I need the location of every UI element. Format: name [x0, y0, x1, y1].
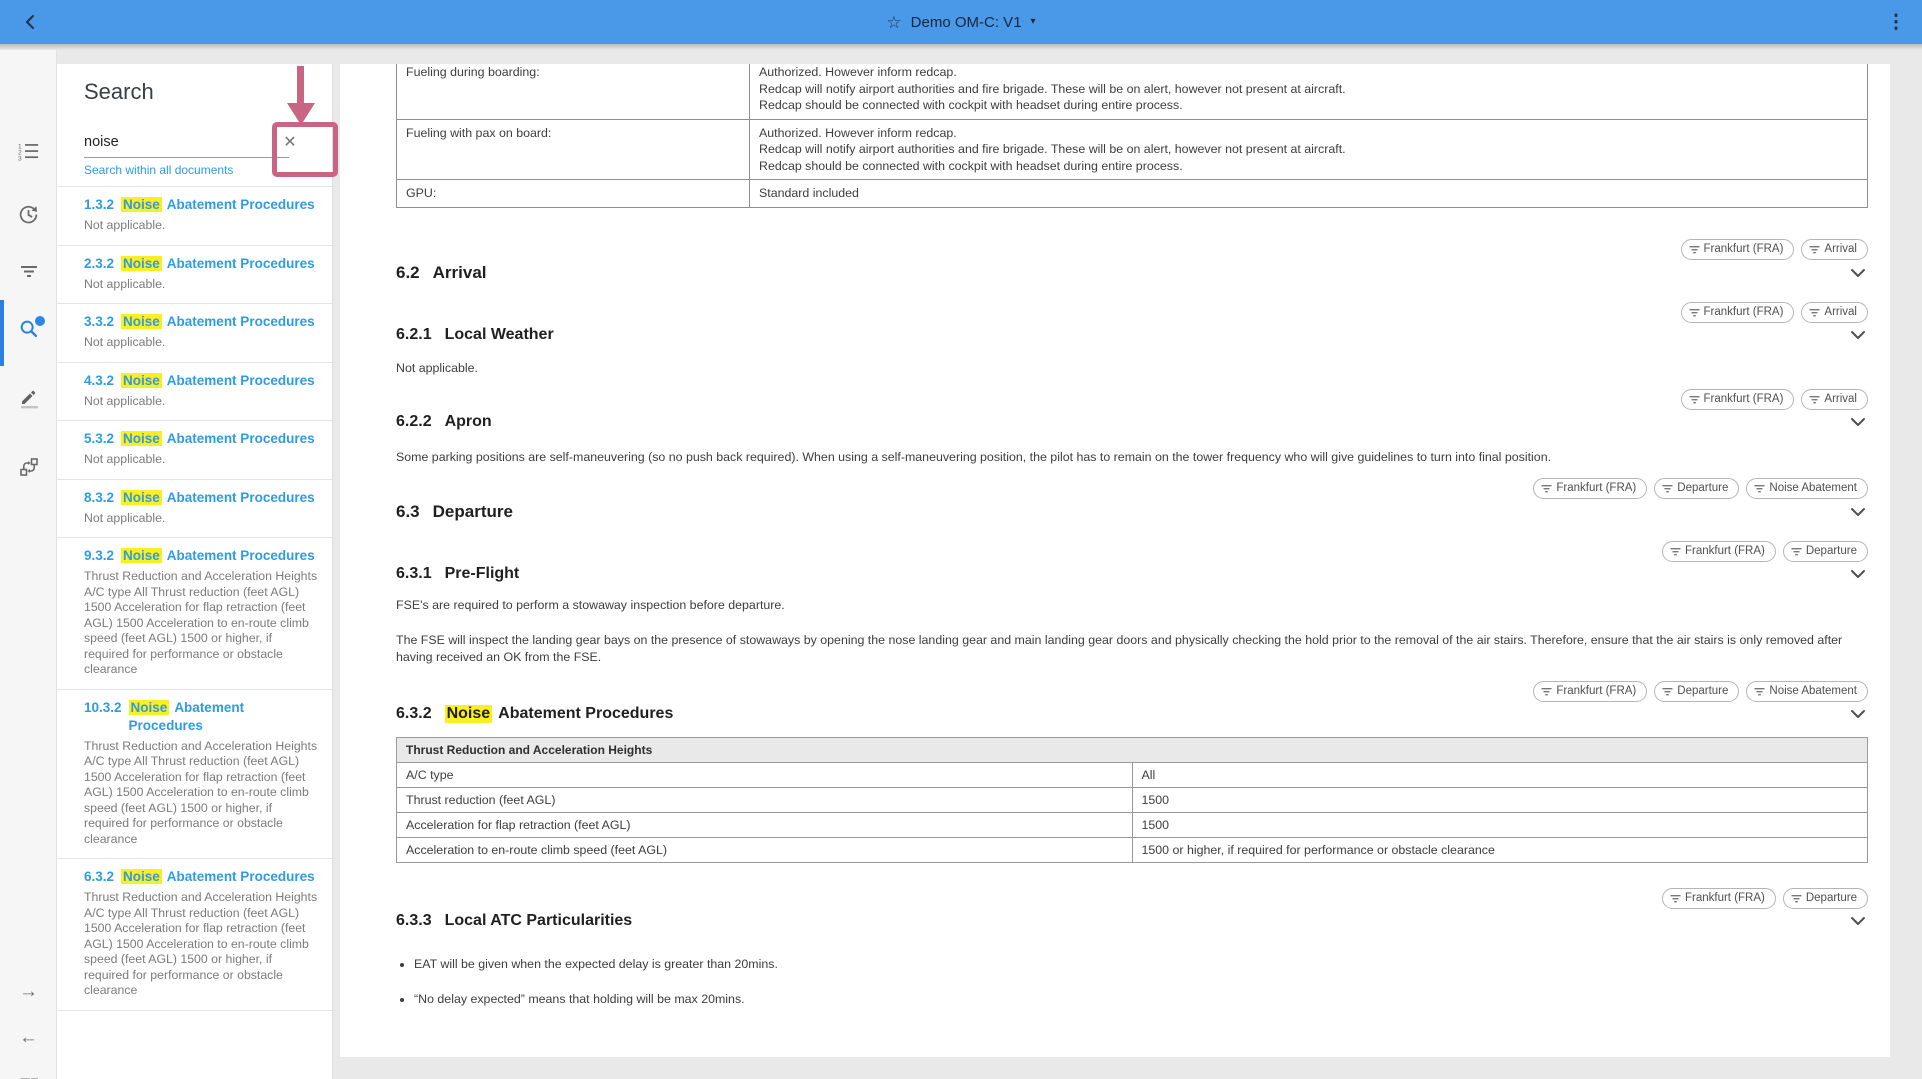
result-title-rest: Abatement Procedures	[166, 255, 315, 271]
caret-down-icon: ▾	[1030, 16, 1036, 27]
section-heading-row	[396, 326, 1868, 344]
result-title-rest: Abatement Procedures	[166, 548, 315, 563]
table-cell-value: Standard included	[750, 180, 1868, 208]
table-row	[397, 64, 1868, 119]
tag-chip[interactable]: Arrival	[1801, 239, 1868, 260]
filter-mini-icon	[1809, 307, 1820, 318]
search-result	[57, 480, 332, 539]
section-6-3-1	[396, 541, 1868, 666]
table-cell-label: Fueling during boarding:	[397, 64, 750, 119]
result-snippet: Thrust Reduction and Acceleration Heights A/C type All Thrust reduction (feet AGL) 1500 Acceleration for flap retraction (feet AGL) 1500 Acceleration to en-route climb speed (feet AGL) 1500 or higher, if required for performance or obstacle clearance	[84, 890, 318, 997]
result-title-rest: Abatement Procedures	[128, 699, 245, 733]
section-heading-row	[396, 705, 1868, 723]
highlighted-term: Noise	[123, 372, 160, 388]
search-result	[57, 690, 332, 860]
result-number: 6.3.2	[84, 869, 115, 884]
result-title-rest: Abatement Procedures	[166, 197, 315, 212]
result-title	[129, 699, 318, 735]
tags-row	[396, 478, 1868, 499]
section-heading: 6.2 Arrival	[396, 262, 487, 282]
tag-chip[interactable]: Frankfurt (FRA)	[1662, 541, 1776, 562]
workflow-icon	[19, 457, 39, 477]
section-heading-row	[396, 413, 1868, 431]
section-6-2	[396, 239, 1868, 283]
filter-mini-icon	[1670, 893, 1681, 904]
tag-chip[interactable]: Departure	[1654, 681, 1739, 702]
tag-chip[interactable]: Arrival	[1801, 389, 1868, 410]
search-result	[57, 304, 332, 363]
chevron-left-icon	[22, 13, 40, 31]
nav-rail	[0, 50, 57, 1079]
filter-mini-icon	[1809, 394, 1820, 405]
table-row: Thrust reduction (feet AGL) 1500	[397, 787, 1868, 812]
result-title-rest: Abatement Procedures	[166, 869, 315, 884]
history-button[interactable]	[0, 197, 57, 231]
result-title	[121, 489, 315, 507]
section-heading: 6.3.1 Pre-Flight	[396, 564, 520, 582]
result-snippet: Not applicable.	[84, 510, 166, 525]
section-6-3	[396, 478, 1868, 522]
result-title	[121, 430, 315, 448]
bullet-list	[396, 956, 1868, 1008]
result-title	[121, 313, 315, 331]
search-result	[57, 538, 332, 690]
result-snippet: Not applicable.	[84, 393, 166, 408]
collapse-chevron-icon[interactable]	[1850, 268, 1866, 278]
result-title-rest: Abatement Procedures	[166, 489, 315, 505]
filter-mini-icon	[1754, 483, 1765, 494]
search-result	[57, 246, 332, 305]
history-icon	[18, 204, 39, 225]
search-result	[57, 363, 332, 422]
result-title-rest: Abatement Procedures	[166, 372, 315, 388]
result-link[interactable]	[84, 868, 318, 886]
result-number: 5.3.2	[84, 431, 115, 446]
section-heading: 6.2.1 Local Weather	[396, 325, 554, 343]
result-number: 2.3.2	[84, 255, 115, 271]
section-6-3-2	[396, 681, 1868, 863]
document-selector[interactable]	[886, 0, 1035, 44]
section-heading-row	[396, 263, 1868, 283]
search-field-row	[84, 132, 305, 158]
collapse-chevron-icon[interactable]	[1850, 417, 1866, 427]
table-row	[397, 180, 1868, 208]
document-view	[340, 64, 1890, 1057]
section-paragraph: Not applicable.	[396, 360, 478, 375]
filter-list-icon	[19, 262, 39, 280]
tags-row	[396, 888, 1868, 909]
result-link[interactable]	[84, 489, 318, 507]
highlighted-term: Noise	[130, 699, 168, 715]
search-scope-link[interactable]: Search within all documents	[84, 163, 234, 177]
collapse-chevron-icon[interactable]	[1850, 916, 1866, 926]
tag-chip[interactable]: Frankfurt (FRA)	[1681, 389, 1795, 410]
highlighted-term: Noise	[123, 197, 160, 212]
result-title-rest: Abatement Procedures	[166, 431, 315, 446]
search-result	[57, 859, 332, 1011]
forward-button[interactable]	[0, 975, 57, 1009]
arrow-right-icon: →	[19, 981, 38, 1002]
result-link[interactable]	[84, 313, 318, 331]
result-title	[121, 196, 315, 214]
section-paragraph: FSE's are required to perform a stowaway inspection before departure.	[396, 597, 785, 612]
table-cell-label: Fueling with pax on board:	[397, 119, 750, 180]
svg-text:1: 1	[18, 142, 22, 150]
noise-abatement-table	[396, 737, 1868, 863]
filter-mini-icon	[1809, 244, 1820, 255]
tag-chip[interactable]: Frankfurt (FRA)	[1681, 239, 1795, 260]
collapse-chevron-icon[interactable]	[1850, 507, 1866, 517]
tag-chip[interactable]: Frankfurt (FRA)	[1681, 302, 1795, 323]
table-cell-value: Authorized. However inform redcap. Redcap will notify airport authorities and fire brigade. These will be on alert, however not present at aircraft. Redcap should be connected with cockpit with headset during entire process.	[750, 64, 1868, 119]
workflow-button[interactable]	[0, 450, 57, 484]
result-snippet: Thrust Reduction and Acceleration Heights A/C type All Thrust reduction (feet AGL) 1500 Acceleration for flap retraction (feet AGL) 1500 Acceleration to en-route climb speed (feet AGL) 1500 or higher, if required for performance or obstacle clearance	[84, 738, 318, 846]
collapse-chevron-icon[interactable]	[1850, 330, 1866, 340]
app-bar	[0, 0, 1922, 44]
search-panel	[57, 64, 333, 1079]
highlighted-term: Noise	[123, 548, 160, 563]
document-title: Demo OM-C: V1	[910, 13, 1022, 31]
arrow-left-icon: ←	[19, 1027, 38, 1048]
result-link[interactable]	[84, 196, 318, 214]
tag-chip[interactable]: Noise Abatement	[1746, 681, 1868, 702]
table-row: Acceleration to en-route climb speed (feet AGL) 1500 or higher, if required for performance or obstacle clearance	[397, 837, 1868, 862]
star-icon[interactable]: ☆	[886, 12, 902, 32]
back-nav-button[interactable]	[0, 1021, 57, 1055]
collapse-chevron-icon[interactable]	[1850, 569, 1866, 579]
table-cell-value: Authorized. However inform redcap. Redcap will notify airport authorities and fire brigade. These will be on alert, however not present at aircraft. Redcap should be connected with cockpit with headset during entire process.	[750, 119, 1868, 180]
highlighted-term: Noise	[123, 489, 160, 505]
search-active-badge	[35, 316, 45, 326]
section-heading: 6.3.2 Noise Abatement Procedures	[396, 704, 674, 722]
highlighted-term: Noise	[123, 255, 160, 271]
collapse-chevron-icon[interactable]	[1850, 709, 1866, 719]
result-title	[121, 868, 315, 886]
section-heading-row	[396, 912, 1868, 930]
result-link[interactable]	[84, 255, 318, 273]
toc-button[interactable]	[0, 134, 57, 168]
filter-mini-icon	[1791, 893, 1802, 904]
filter-mini-icon	[1689, 307, 1700, 318]
result-number: 1.3.2	[84, 197, 115, 212]
section-6-2-2	[396, 389, 1868, 466]
result-snippet: Not applicable.	[84, 452, 166, 466]
result-number: 9.3.2	[84, 548, 115, 563]
search-result	[57, 187, 332, 246]
filter-mini-icon	[1541, 483, 1552, 494]
app-bar-shadow	[0, 44, 1922, 50]
search-input[interactable]	[84, 132, 289, 158]
back-button[interactable]	[16, 8, 46, 36]
table-cell-label: GPU:	[397, 180, 750, 208]
result-link[interactable]	[84, 699, 318, 735]
clear-search-button[interactable]: ✕	[278, 131, 302, 155]
highlighted-term: Noise	[123, 869, 160, 884]
tags-row	[396, 239, 1868, 260]
tag-chip[interactable]: Departure	[1783, 888, 1868, 909]
section-heading: 6.3 Departure	[396, 501, 513, 521]
result-snippet: Thrust Reduction and Acceleration Heights A/C type All Thrust reduction (feet AGL) 1500 Acceleration for flap retraction (feet AGL) 1500 Acceleration to en-route climb speed (feet AGL) 1500 or higher, if required for performance or obstacle clearance	[84, 569, 318, 676]
result-title	[121, 547, 315, 565]
result-number: 10.3.2	[84, 699, 122, 715]
result-snippet: Not applicable.	[84, 335, 166, 349]
result-title-rest: Abatement Procedures	[166, 314, 315, 329]
section-6-3-3	[396, 888, 1868, 1008]
highlighted-term: Noise	[123, 314, 160, 329]
bullet-item: • EAT will be given when the expected delay is greater than 20mins.	[414, 956, 1868, 973]
tags-row	[396, 541, 1868, 562]
tags-row	[396, 302, 1868, 323]
result-link[interactable]	[84, 547, 318, 565]
filter-mini-icon	[1689, 244, 1700, 255]
tag-chip[interactable]: Arrival	[1801, 302, 1868, 323]
highlighted-term: Noise	[123, 431, 160, 446]
result-link[interactable]	[84, 372, 318, 390]
result-number: 3.3.2	[84, 314, 115, 329]
tags-row	[396, 389, 1868, 410]
svg-text:2: 2	[18, 149, 22, 157]
highlighted-term: Noise	[446, 704, 491, 722]
dashboard-button[interactable]	[0, 1070, 57, 1079]
result-title	[121, 372, 315, 390]
pencil-icon	[18, 387, 40, 409]
section-paragraph: Some parking positions are self-maneuvering (so no push back required). When using a self-maneuvering position, the pilot has to remain on the tower frequency who will give guidelines to turn into final position.	[396, 449, 1552, 464]
tag-chip[interactable]: Departure	[1654, 478, 1739, 499]
result-snippet: Not applicable.	[84, 218, 166, 232]
table-header: Thrust Reduction and Acceleration Heights	[397, 737, 1868, 762]
filter-mini-icon	[1541, 686, 1552, 697]
numbered-list-icon	[18, 142, 39, 161]
tag-chip[interactable]: Frankfurt (FRA)	[1662, 888, 1776, 909]
search-results-list	[57, 186, 332, 1011]
tag-chip[interactable]: Frankfurt (FRA)	[1533, 478, 1647, 499]
filter-mini-icon	[1662, 483, 1673, 494]
search-button[interactable]	[0, 312, 57, 346]
bullet-item: • “No delay expected” means that holding will be max 20mins.	[414, 991, 1868, 1008]
filter-mini-icon	[1670, 546, 1681, 557]
tag-chip[interactable]: Departure	[1783, 541, 1868, 562]
tags-row	[396, 681, 1868, 702]
edit-button[interactable]	[0, 381, 57, 415]
section-heading: 6.2.2 Apron	[396, 412, 492, 430]
section-heading-row	[396, 502, 1868, 522]
info-table	[396, 64, 1868, 208]
filter-mini-icon	[1754, 686, 1765, 697]
result-link[interactable]	[84, 430, 318, 448]
table-row	[397, 737, 1868, 762]
filter-mini-icon	[1791, 546, 1802, 557]
tag-chip[interactable]: Noise Abatement	[1746, 478, 1868, 499]
section-heading-row	[396, 565, 1868, 583]
result-snippet: Not applicable.	[84, 276, 166, 291]
result-number: 4.3.2	[84, 372, 115, 388]
table-row: Acceleration for flap retraction (feet AGL) 1500	[397, 812, 1868, 837]
search-result	[57, 421, 332, 480]
filter-mini-icon	[1689, 394, 1700, 405]
panel-title: Search	[84, 79, 154, 104]
result-title	[121, 255, 315, 273]
result-number: 8.3.2	[84, 489, 115, 505]
section-paragraph: The FSE will inspect the landing gear bays on the presence of stowaways by opening the nose landing gear and main landing gear doors and physically checking the hold prior to the removal of the air stairs. Therefore, ensure that the air stairs is only removed after having received an OK from the FSE.	[396, 632, 1843, 664]
tag-chip[interactable]: Frankfurt (FRA)	[1533, 681, 1647, 702]
table-row	[397, 119, 1868, 180]
overflow-menu-button[interactable]: ⋮	[1884, 10, 1908, 34]
table-row: A/C type All	[397, 762, 1868, 787]
filter-button[interactable]	[0, 254, 57, 288]
filter-mini-icon	[1662, 686, 1673, 697]
section-heading: 6.3.3 Local ATC Particularities	[396, 911, 633, 929]
svg-text:3: 3	[18, 155, 22, 161]
section-6-2-1	[396, 302, 1868, 377]
